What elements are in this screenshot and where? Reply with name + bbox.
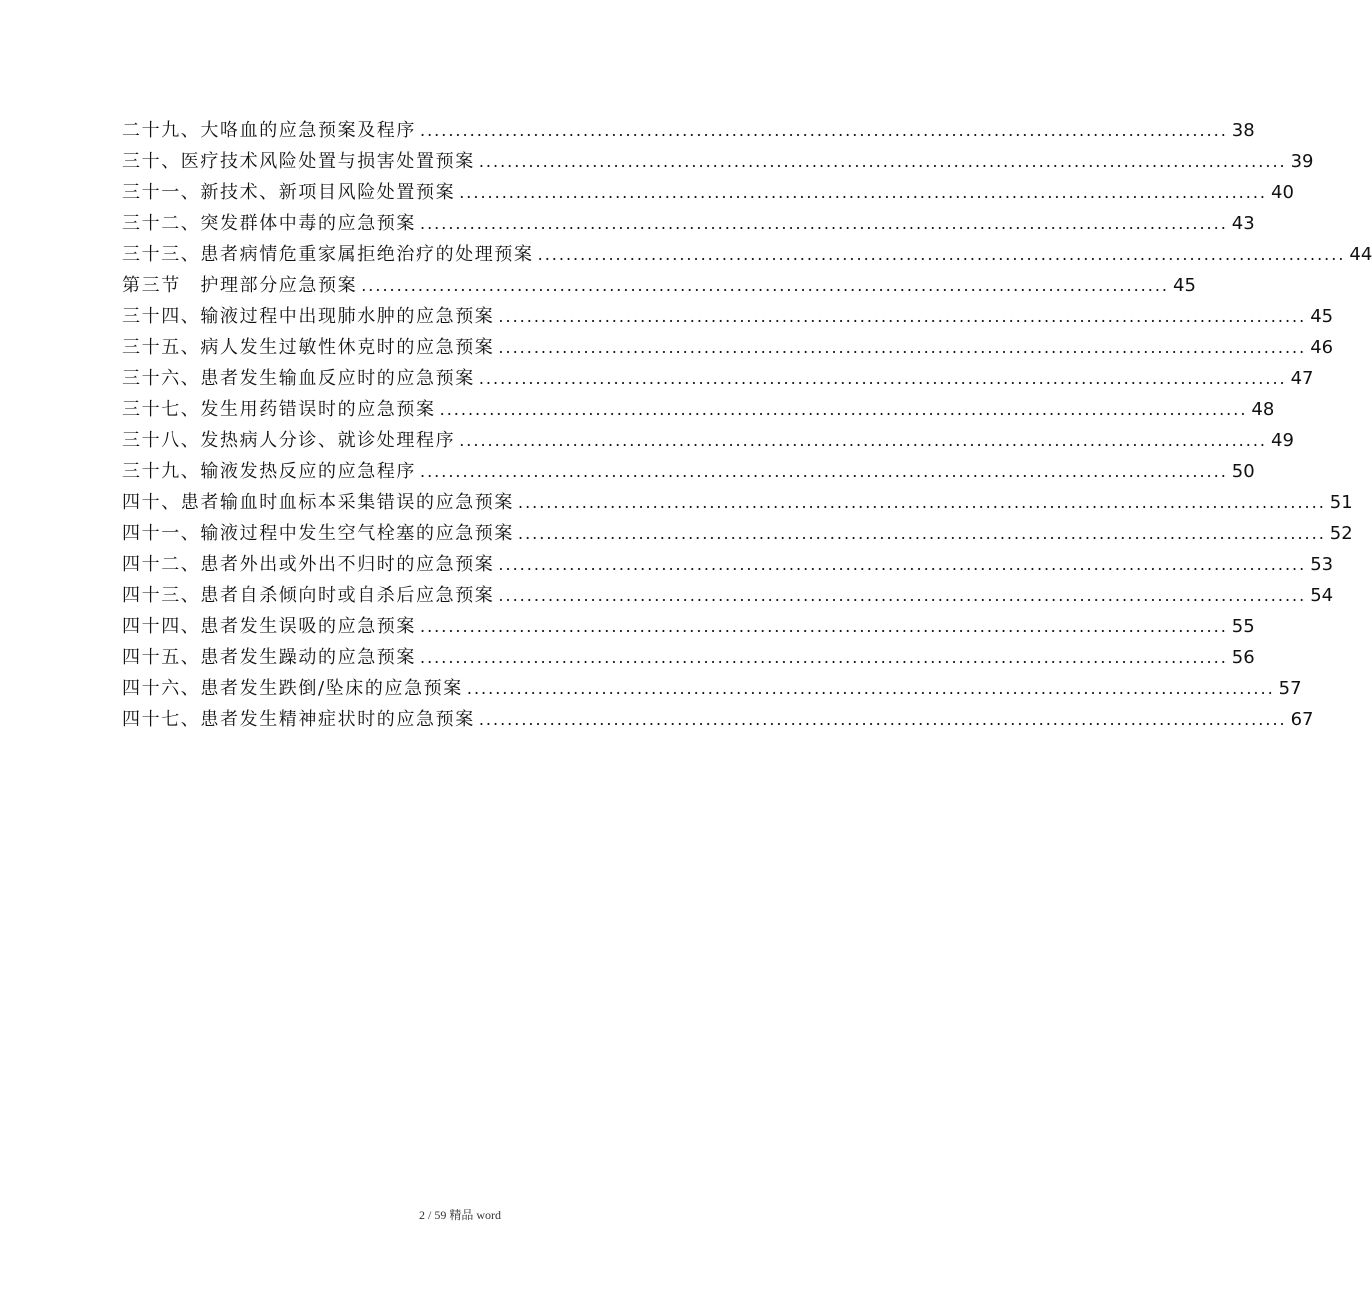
toc-page-number: 40 bbox=[1271, 182, 1294, 203]
toc-entry-title: 三十四、输液过程中出现肺水肿的应急预案 bbox=[122, 306, 495, 327]
toc-entry-title: 三十三、患者病情危重家属拒绝治疗的处理预案 bbox=[122, 244, 534, 265]
toc-entry-title: 四十三、患者自杀倾向时或自杀后应急预案 bbox=[122, 585, 495, 606]
toc-leader-dots: .................................................................................................................. bbox=[420, 214, 1228, 233]
toc-row[interactable] bbox=[122, 704, 1314, 735]
table-of-contents bbox=[122, 115, 1372, 735]
toc-row[interactable] bbox=[122, 239, 1372, 270]
toc-row[interactable] bbox=[122, 456, 1255, 487]
toc-leader-dots: .................................................................................................................. bbox=[459, 431, 1267, 450]
page-footer: 2 / 59 精品 word bbox=[419, 1208, 501, 1222]
toc-entry-title: 四十二、患者外出或外出不归时的应急预案 bbox=[122, 554, 495, 575]
toc-entry-title: 三十一、新技术、新项目风险处置预案 bbox=[122, 182, 456, 203]
toc-leader-dots: .................................................................................................................. bbox=[439, 400, 1248, 419]
toc-page-number: 45 bbox=[1310, 306, 1334, 327]
toc-row[interactable] bbox=[122, 177, 1294, 208]
toc-row[interactable] bbox=[122, 673, 1302, 704]
toc-entry-title: 四十、患者输血时血标本采集错误的应急预案 bbox=[122, 492, 514, 513]
toc-leader-dots: .................................................................................................................. bbox=[498, 555, 1307, 574]
toc-row[interactable] bbox=[122, 425, 1294, 456]
toc-row[interactable] bbox=[122, 611, 1255, 642]
toc-entry-title: 三十九、输液发热反应的应急程序 bbox=[122, 461, 416, 482]
toc-page-number: 52 bbox=[1329, 523, 1353, 544]
toc-leader-dots: .................................................................................................................. bbox=[361, 276, 1169, 295]
toc-leader-dots: .................................................................................................................. bbox=[537, 245, 1346, 264]
toc-row[interactable] bbox=[122, 363, 1314, 394]
toc-leader-dots: .................................................................................................................. bbox=[498, 307, 1307, 326]
toc-row[interactable] bbox=[122, 642, 1255, 673]
toc-entry-title: 三十七、发生用药错误时的应急预案 bbox=[122, 399, 436, 420]
toc-row[interactable] bbox=[122, 518, 1353, 549]
toc-leader-dots: .................................................................................................................. bbox=[498, 338, 1307, 357]
toc-entry-title: 三十八、发热病人分诊、就诊处理程序 bbox=[122, 430, 456, 451]
toc-entry-title: 三十五、病人发生过敏性休克时的应急预案 bbox=[122, 337, 495, 358]
toc-page-number: 46 bbox=[1310, 337, 1334, 358]
toc-row[interactable] bbox=[122, 332, 1334, 363]
toc-row[interactable] bbox=[122, 146, 1314, 177]
toc-page-number: 39 bbox=[1290, 151, 1314, 172]
toc-row[interactable] bbox=[122, 580, 1334, 611]
toc-entry-title: 四十七、患者发生精神症状时的应急预案 bbox=[122, 709, 475, 730]
toc-leader-dots: .................................................................................................................. bbox=[498, 586, 1307, 605]
toc-row[interactable] bbox=[122, 208, 1255, 239]
toc-page-number: 48 bbox=[1251, 399, 1275, 420]
toc-page-number: 51 bbox=[1329, 492, 1353, 513]
toc-page-number: 56 bbox=[1231, 647, 1255, 668]
toc-leader-dots: .................................................................................................................. bbox=[478, 369, 1287, 388]
toc-page-number: 38 bbox=[1231, 120, 1255, 141]
toc-entry-title: 三十六、患者发生输血反应时的应急预案 bbox=[122, 368, 475, 389]
toc-leader-dots: .................................................................................................................. bbox=[466, 679, 1275, 698]
toc-leader-dots: .................................................................................................................. bbox=[420, 121, 1228, 140]
toc-page-number: 44 bbox=[1349, 244, 1372, 265]
toc-entry-title: 四十五、患者发生躁动的应急预案 bbox=[122, 647, 416, 668]
toc-page-number: 54 bbox=[1310, 585, 1334, 606]
toc-leader-dots: .................................................................................................................. bbox=[518, 524, 1326, 543]
toc-entry-title: 二十九、大咯血的应急预案及程序 bbox=[122, 120, 416, 141]
toc-row[interactable] bbox=[122, 549, 1334, 580]
toc-leader-dots: .................................................................................................................. bbox=[478, 152, 1287, 171]
toc-row[interactable] bbox=[122, 115, 1255, 146]
toc-page-number: 53 bbox=[1310, 554, 1334, 575]
toc-leader-dots: .................................................................................................................. bbox=[459, 183, 1267, 202]
toc-entry-title: 三十二、突发群体中毒的应急预案 bbox=[122, 213, 416, 234]
toc-leader-dots: .................................................................................................................. bbox=[420, 648, 1228, 667]
toc-row[interactable] bbox=[122, 270, 1196, 301]
toc-entry-title: 四十六、患者发生跌倒/坠床的应急预案 bbox=[122, 678, 463, 699]
toc-page-number: 57 bbox=[1278, 678, 1302, 699]
toc-entry-title: 四十四、患者发生误吸的应急预案 bbox=[122, 616, 416, 637]
toc-entry-title: 第三节 护理部分应急预案 bbox=[122, 275, 358, 296]
toc-row[interactable] bbox=[122, 394, 1275, 425]
toc-entry-title: 三十、医疗技术风险处置与损害处置预案 bbox=[122, 151, 475, 172]
toc-leader-dots: .................................................................................................................. bbox=[420, 462, 1228, 481]
toc-row[interactable] bbox=[122, 487, 1353, 518]
toc-page-number: 67 bbox=[1290, 709, 1314, 730]
toc-leader-dots: .................................................................................................................. bbox=[420, 617, 1228, 636]
toc-leader-dots: .................................................................................................................. bbox=[478, 710, 1287, 729]
toc-leader-dots: .................................................................................................................. bbox=[518, 493, 1326, 512]
toc-page-number: 49 bbox=[1271, 430, 1294, 451]
toc-page-number: 47 bbox=[1290, 368, 1314, 389]
toc-entry-title: 四十一、输液过程中发生空气栓塞的应急预案 bbox=[122, 523, 514, 544]
toc-page-number: 50 bbox=[1231, 461, 1255, 482]
toc-page-number: 55 bbox=[1231, 616, 1255, 637]
toc-page-number: 45 bbox=[1173, 275, 1196, 296]
toc-page-number: 43 bbox=[1231, 213, 1255, 234]
toc-row[interactable] bbox=[122, 301, 1334, 332]
